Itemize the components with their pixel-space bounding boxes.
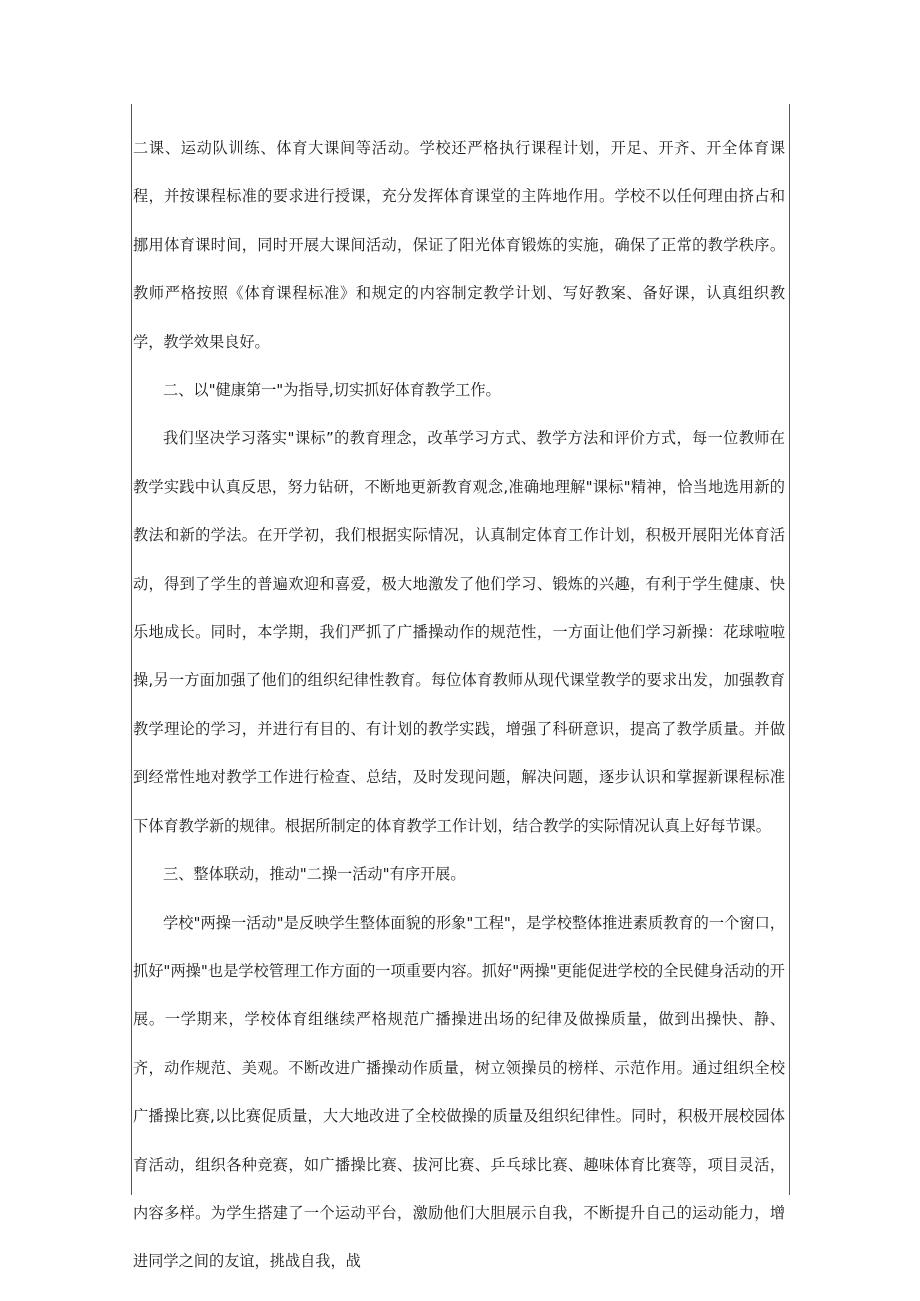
paragraph-activities: 学校"两操一活动"是反映学生整体面貌的形象"工程"，是学校整体推进素质教育的一个窗口，抓好"两操"也是学校管理工作方面的一项重要内容。抓好"两操"更能促进学校的全民健身活动的开展。一学期来，学校体育组继续严格规范广播操进出场的纪律及做操质量，做到出操快、静、齐，动作规范、美观。不断改进广播操动作质量，树立领操员的榜样、示范作用。通过组织全校广播操比赛,以比赛促质量，大大地改进了全校做操的质量及组织纪律性。同时，积极开展校园体育活动，组织各种竞赛，如广播操比赛、拔河比赛、乒乓球比赛、趣味体育比赛等，项目灵活，内容多样。为学生搭建了一个运动平台，激励他们大胆展示自我，不断提升自己的运动能力，增进同学之间的友谊，挑战自我，战 [133,913,785,1271]
section-heading-2: 二、以"健康第一"为指导,切实抓好体育教学工作。 [163,381,501,400]
page-border-left [131,104,132,1195]
section-heading-3: 三、整体联动，推动"二操一活动"有序开展。 [163,865,466,884]
page-border-right [789,104,790,1195]
document-body [133,124,785,1286]
paragraph-teaching: 我们坚决学习落实"课标”的教育理念，改革学习方式、教学方法和评价方式，每一位教师在教学实践中认真反思，努力钻研，不断地更新教育观念,准确地理解"课标"精神，恰当地选用新的教法和新的学法。在开学初，我们根据实际情况，认真制定体育工作计划，积极开展阳光体育活动，得到了学生的普遍欢迎和喜爱，极大地激发了他们学习、锻炼的兴趣，有利于学生健康、快乐地成长。同时，本学期，我们严抓了广播操动作的规范性，一方面让他们学习新操：花球啦啦操,另一方面加强了他们的组织纪律性教育。每位体育教师从现代课堂教学的要求出发，加强教育教学理论的学习，并进行有目的、有计划的教学实践，增强了科研意识，提高了教学质量。并做到经常性地对教学工作进行检查、总结，及时发现问题，解决问题，逐步认识和掌握新课程标准下体育教学新的规律。根据所制定的体育教学工作计划，结合教学的实际情况认真上好每节课。 [133,429,785,835]
paragraph-continuation: 二课、运动队训练、体育大课间等活动。学校还严格执行课程计划，开足、开齐、开全体育课程，并按课程标准的要求进行授课，充分发挥体育课堂的主阵地作用。学校不以任何理由挤占和挪用体育课时间，同时开展大课间活动，保证了阳光体育锻炼的实施，确保了正常的教学秩序。教师严格按照《体育课程标准》和规定的内容制定教学计划、写好教案、备好课，认真组织教学，教学效果良好。 [133,139,785,351]
